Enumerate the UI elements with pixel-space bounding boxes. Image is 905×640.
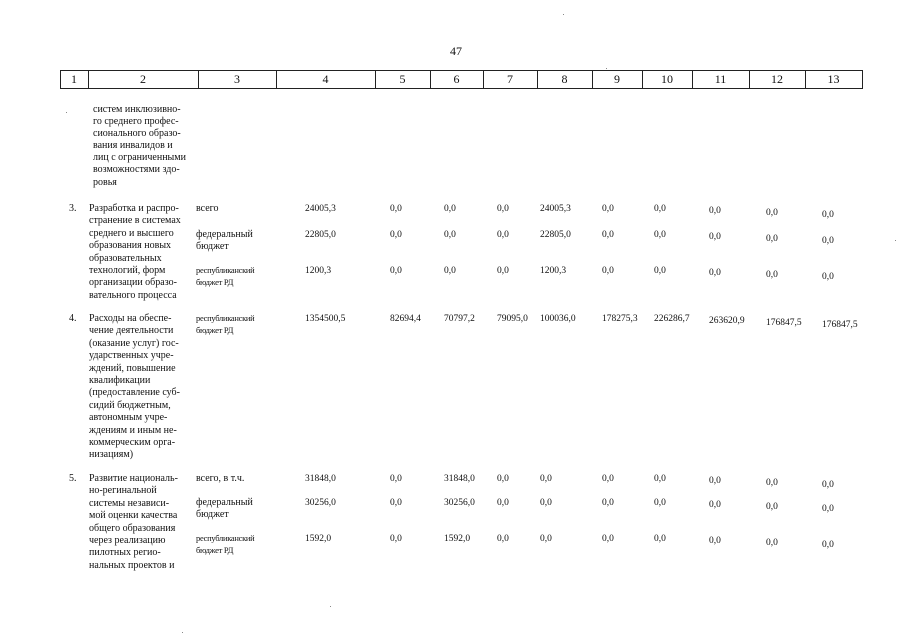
row-description-line: сидий бюджетным, bbox=[89, 399, 171, 411]
row-description-line: ударственных учре- bbox=[89, 350, 174, 362]
value-cell: 22805,0 bbox=[540, 230, 571, 240]
row-description-line: Разработка и распро- bbox=[89, 203, 179, 214]
value-cell: 0,0 bbox=[654, 498, 666, 508]
row-description-line: через реализацию bbox=[89, 535, 166, 546]
source-label-line: бюджет РД bbox=[196, 277, 234, 287]
value-cell: 1200,3 bbox=[305, 266, 332, 276]
row-description-line: общего образования bbox=[89, 522, 176, 534]
value-cell: 24005,3 bbox=[305, 204, 336, 214]
value-cell: 0,0 bbox=[822, 504, 834, 514]
source-label-line: всего bbox=[196, 203, 219, 214]
value-cell: 0,0 bbox=[822, 210, 834, 220]
header-column-number: 10 bbox=[661, 72, 673, 86]
value-cell: 0,0 bbox=[709, 476, 721, 486]
scan-speck bbox=[182, 632, 183, 633]
value-cell: 0,0 bbox=[540, 474, 552, 484]
source-label-line: федеральный bbox=[196, 497, 253, 508]
source-label-line: бюджет РД bbox=[196, 325, 234, 335]
scan-speck bbox=[895, 240, 896, 241]
scan-speck bbox=[330, 606, 331, 607]
value-cell: 0,0 bbox=[390, 534, 402, 544]
header-column-divider bbox=[862, 70, 863, 89]
header-column-number: 2 bbox=[140, 72, 146, 86]
header-column-number: 12 bbox=[771, 72, 783, 86]
value-cell: 1200,3 bbox=[540, 266, 567, 276]
value-cell: 0,0 bbox=[822, 272, 834, 282]
row-description-line: образования новых bbox=[89, 240, 172, 252]
header-top-rule bbox=[60, 70, 862, 71]
value-cell: 0,0 bbox=[602, 498, 614, 508]
value-cell: 178275,3 bbox=[602, 314, 638, 324]
row-description-line: чение деятельности bbox=[89, 325, 174, 337]
value-cell: 0,0 bbox=[654, 534, 666, 544]
row-description-line: вательного процесса bbox=[89, 289, 177, 301]
value-cell: 226286,7 bbox=[654, 314, 690, 324]
value-cell: 176847,5 bbox=[822, 320, 858, 330]
header-column-number: 1 bbox=[71, 72, 77, 86]
header-column-number: 9 bbox=[614, 72, 620, 86]
row-description-line: автономным учре- bbox=[89, 412, 168, 424]
row-number: 4. bbox=[69, 313, 77, 324]
value-cell: 0,0 bbox=[540, 498, 552, 508]
header-column-number: 6 bbox=[453, 72, 460, 86]
value-cell: 0,0 bbox=[497, 266, 509, 276]
value-cell: 0,0 bbox=[709, 232, 721, 242]
continued-line: го среднего профес- bbox=[93, 116, 179, 127]
page-number: 47 bbox=[450, 44, 462, 58]
value-cell: 1592,0 bbox=[444, 534, 471, 544]
value-cell: 100036,0 bbox=[540, 314, 576, 324]
source-label-line: бюджет РД bbox=[196, 545, 234, 555]
continued-line: возможностями здо- bbox=[93, 164, 180, 175]
value-cell: 0,0 bbox=[654, 230, 666, 240]
continued-line: систем инклюзивно- bbox=[93, 104, 181, 115]
row-description-line: нальных проектов и bbox=[89, 559, 175, 571]
value-cell: 0,0 bbox=[390, 204, 402, 214]
row-description-line: (предоставление суб- bbox=[89, 387, 180, 399]
source-label-line: республиканский bbox=[196, 533, 255, 543]
row-description-line: квалификации bbox=[89, 375, 151, 386]
value-cell: 31848,0 bbox=[444, 474, 475, 484]
value-cell: 0,0 bbox=[602, 266, 614, 276]
value-cell: 70797,2 bbox=[444, 314, 475, 324]
continued-line: лиц с ограниченными bbox=[93, 152, 186, 163]
source-label-line: республиканский bbox=[196, 265, 255, 275]
value-cell: 0,0 bbox=[709, 500, 721, 510]
value-cell: 0,0 bbox=[390, 474, 402, 484]
row-description-line: технологий, форм bbox=[89, 265, 166, 276]
source-label-line: бюджет bbox=[196, 241, 229, 252]
value-cell: 0,0 bbox=[444, 204, 456, 214]
value-cell: 0,0 bbox=[497, 534, 509, 544]
row-description-line: образовательных bbox=[89, 252, 162, 264]
header-column-number: 7 bbox=[507, 72, 513, 86]
value-cell: 0,0 bbox=[444, 266, 456, 276]
header-column-number: 8 bbox=[561, 72, 568, 86]
row-description-line: (оказание услуг) гос- bbox=[89, 337, 179, 349]
value-cell: 0,0 bbox=[602, 534, 614, 544]
value-cell: 0,0 bbox=[390, 230, 402, 240]
row-description-line: низациям) bbox=[89, 449, 134, 461]
value-cell: 0,0 bbox=[654, 266, 666, 276]
value-cell: 0,0 bbox=[602, 230, 614, 240]
value-cell: 0,0 bbox=[497, 230, 509, 240]
scan-speck bbox=[563, 14, 564, 15]
source-label-line: республиканский bbox=[196, 313, 255, 323]
value-cell: 82694,4 bbox=[390, 314, 421, 324]
scan-speck bbox=[606, 68, 607, 69]
header-column-number: 4 bbox=[322, 72, 329, 86]
value-cell: 30256,0 bbox=[444, 498, 475, 508]
continued-line: ровья bbox=[93, 177, 117, 188]
header-column-number: 3 bbox=[234, 72, 240, 86]
value-cell: 0,0 bbox=[497, 204, 509, 214]
row-number: 5. bbox=[69, 473, 77, 484]
value-cell: 0,0 bbox=[766, 270, 778, 280]
value-cell: 0,0 bbox=[602, 204, 614, 214]
row-description-line: Расходы на обеспе- bbox=[89, 313, 172, 324]
value-cell: 0,0 bbox=[654, 474, 666, 484]
source-label-line: бюджет bbox=[196, 509, 229, 520]
row-description-line: коммерческим орга- bbox=[89, 437, 176, 448]
row-description-line: странение в системах bbox=[89, 215, 181, 227]
header-column-number: 11 bbox=[714, 72, 727, 86]
source-label-line: всего, в т.ч. bbox=[196, 473, 245, 484]
row-description-line: Развитие националь- bbox=[89, 473, 178, 484]
row-description-line: среднего и высшего bbox=[89, 227, 174, 239]
source-label-line: федеральный bbox=[196, 229, 253, 240]
row-number: 3. bbox=[69, 203, 77, 214]
row-description-line: но-регинальной bbox=[89, 485, 157, 497]
value-cell: 0,0 bbox=[766, 502, 778, 512]
value-cell: 0,0 bbox=[654, 204, 666, 214]
header-column-number: 5 bbox=[399, 72, 406, 86]
value-cell: 24005,3 bbox=[540, 204, 571, 214]
row-description-line: пилотных регио- bbox=[89, 547, 161, 559]
value-cell: 30256,0 bbox=[305, 498, 336, 508]
value-cell: 176847,5 bbox=[766, 318, 802, 328]
value-cell: 0,0 bbox=[709, 206, 721, 216]
header-column-number: 13 bbox=[827, 72, 840, 86]
row-description-line: ждений, повышение bbox=[89, 362, 176, 374]
value-cell: 22805,0 bbox=[305, 230, 336, 240]
value-cell: 0,0 bbox=[766, 538, 778, 548]
value-cell: 0,0 bbox=[766, 478, 778, 488]
value-cell: 0,0 bbox=[497, 498, 509, 508]
continued-line: вания инвалидов и bbox=[93, 140, 173, 151]
value-cell: 79095,0 bbox=[497, 314, 528, 324]
scan-speck bbox=[66, 112, 67, 113]
row-description-line: мой оценки качества bbox=[89, 510, 178, 522]
value-cell: 0,0 bbox=[444, 230, 456, 240]
value-cell: 0,0 bbox=[822, 480, 834, 490]
value-cell: 0,0 bbox=[540, 534, 552, 544]
row-description-line: организации образо- bbox=[89, 277, 177, 289]
value-cell: 0,0 bbox=[390, 266, 402, 276]
continued-line: сионального образо- bbox=[93, 128, 181, 139]
row-description-line: ждениям и иным не- bbox=[89, 424, 177, 436]
value-cell: 0,0 bbox=[602, 474, 614, 484]
value-cell: 0,0 bbox=[497, 474, 509, 484]
value-cell: 0,0 bbox=[822, 236, 834, 246]
value-cell: 1592,0 bbox=[305, 534, 332, 544]
value-cell: 0,0 bbox=[766, 208, 778, 218]
value-cell: 31848,0 bbox=[305, 474, 336, 484]
value-cell: 0,0 bbox=[766, 234, 778, 244]
value-cell: 263620,9 bbox=[709, 316, 745, 326]
value-cell: 0,0 bbox=[709, 268, 721, 278]
value-cell: 0,0 bbox=[822, 540, 834, 550]
header-bottom-rule bbox=[60, 88, 862, 89]
row-description-line: системы независи- bbox=[89, 497, 170, 509]
value-cell: 0,0 bbox=[709, 536, 721, 546]
value-cell: 1354500,5 bbox=[305, 314, 346, 324]
value-cell: 0,0 bbox=[390, 498, 402, 508]
